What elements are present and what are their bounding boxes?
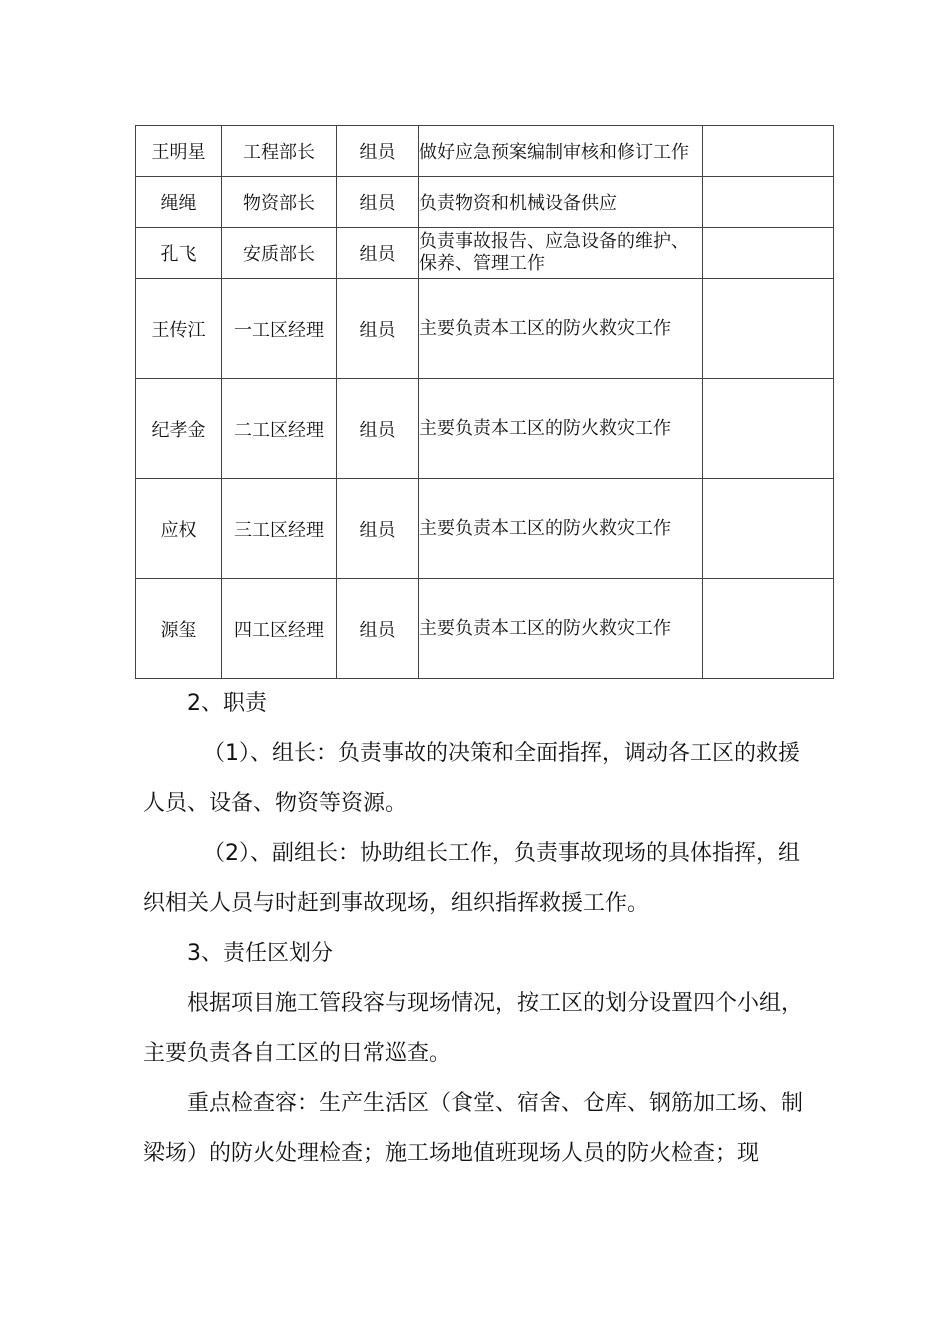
- member-duty: 主要负责本工区的防火救灾工作: [419, 579, 703, 679]
- member-note: [703, 177, 834, 228]
- member-note: [703, 479, 834, 579]
- section2-heading: 2、职责: [187, 691, 267, 716]
- table-row: [136, 228, 834, 279]
- member-name: 孔飞: [136, 228, 222, 279]
- section3-heading: 3、责任区划分: [187, 941, 333, 966]
- table-row: [136, 579, 834, 679]
- member-duty: 主要负责本工区的防火救灾工作: [419, 279, 703, 379]
- member-duty: 负责物资和机械设备供应: [419, 177, 703, 228]
- member-position: 三工区经理: [222, 479, 337, 579]
- member-position: 四工区经理: [222, 579, 337, 679]
- member-note: [703, 126, 834, 177]
- table-row: [136, 379, 834, 479]
- member-role: 组员: [337, 126, 419, 177]
- member-position: 安质部长: [222, 228, 337, 279]
- member-role: 组员: [337, 579, 419, 679]
- member-name: 纪孝金: [136, 379, 222, 479]
- member-name: 绳绳: [136, 177, 222, 228]
- member-role: 组员: [337, 228, 419, 279]
- member-position: 物资部长: [222, 177, 337, 228]
- member-name: 王传江: [136, 279, 222, 379]
- member-name: 应权: [136, 479, 222, 579]
- member-duty: 做好应急预案编制审核和修订工作: [419, 126, 703, 177]
- table-row: [136, 479, 834, 579]
- personnel-table: [135, 125, 834, 679]
- member-duty: 主要负责本工区的防火救灾工作: [419, 379, 703, 479]
- member-note: [703, 579, 834, 679]
- table-row: [136, 177, 834, 228]
- member-name: 源玺: [136, 579, 222, 679]
- member-role: 组员: [337, 279, 419, 379]
- member-position: 二工区经理: [222, 379, 337, 479]
- inspection-paragraph: 重点检查容：生产生活区（食堂、宿舍、仓库、钢筋加工场、制梁场）的防火处理检查；施工场地值班现场人员的防火检查；现: [143, 1091, 804, 1166]
- member-duty: 主要负责本工区的防火救灾工作: [419, 479, 703, 579]
- member-note: [703, 279, 834, 379]
- member-position: 工程部长: [222, 126, 337, 177]
- member-note: [703, 228, 834, 279]
- zone-division-paragraph: 根据项目施工管段容与现场情况，按工区的划分设置四个小组，主要负责各自工区的日常巡查。: [143, 991, 804, 1066]
- table-row: [136, 279, 834, 379]
- member-role: 组员: [337, 177, 419, 228]
- member-duty: 负责事故报告、应急设备的维护、保养、管理工作: [419, 228, 703, 279]
- member-role: 组员: [337, 479, 419, 579]
- member-position: 一工区经理: [222, 279, 337, 379]
- member-note: [703, 379, 834, 479]
- member-name: 王明星: [136, 126, 222, 177]
- duty-leader-paragraph: （1）、组长：负责事故的决策和全面指挥，调动各工区的救援人员、设备、物资等资源。: [143, 741, 800, 816]
- table-row: [136, 126, 834, 177]
- member-role: 组员: [337, 379, 419, 479]
- duty-deputy-paragraph: （2）、副组长：协助组长工作，负责事故现场的具体指挥，组织相关人员与时赶到事故现场，组织指挥救援工作。: [143, 841, 800, 916]
